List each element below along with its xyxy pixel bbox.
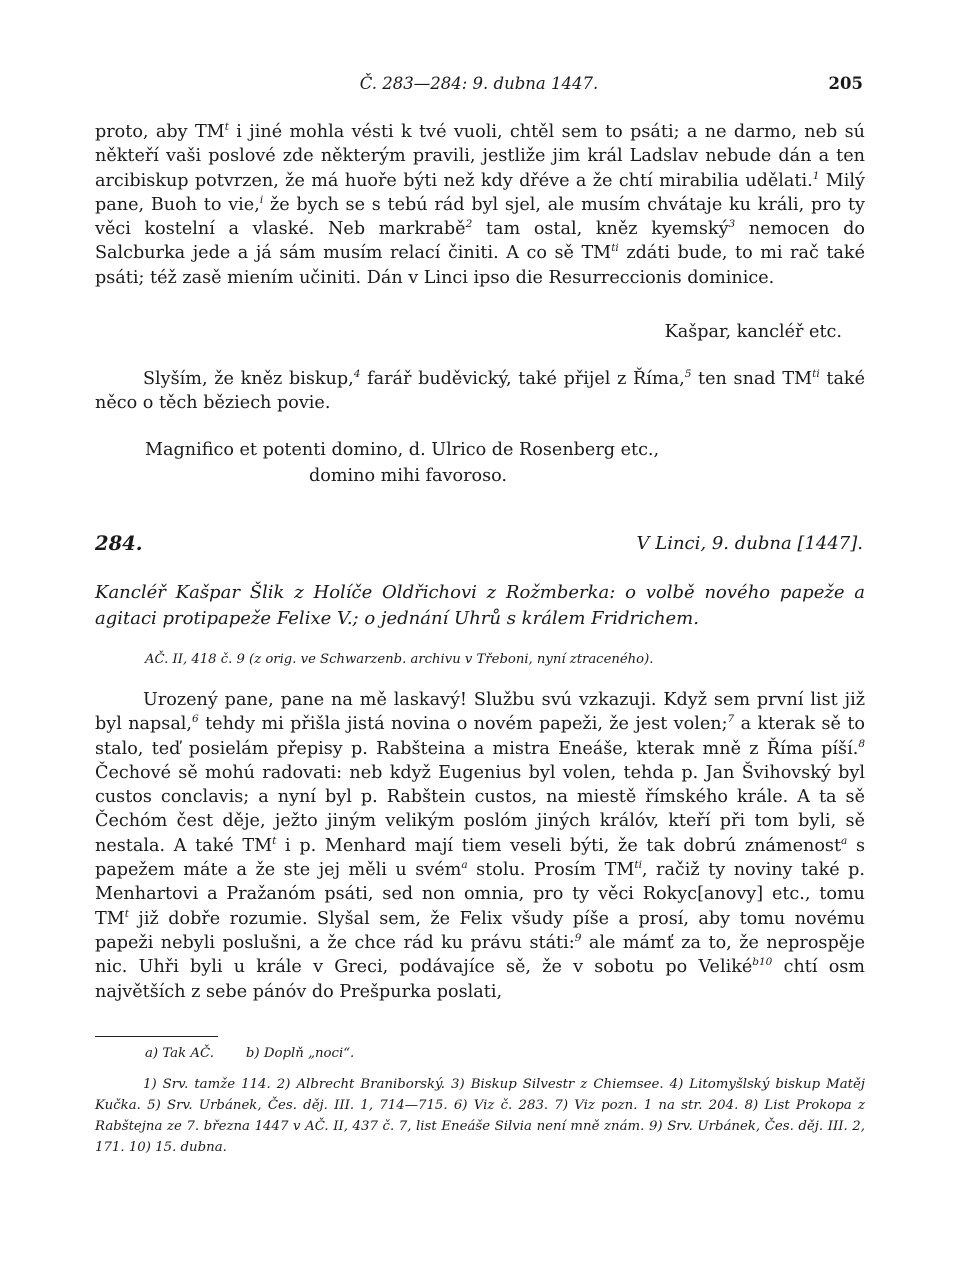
footnote-marker: 9 bbox=[574, 932, 582, 945]
text-run: proto, aby TM bbox=[95, 122, 225, 142]
letter-283-paragraph-1 bbox=[95, 120, 865, 290]
address-line-2: domino mihi favoroso. bbox=[309, 466, 507, 486]
footnote-marker: ti bbox=[634, 859, 642, 872]
footnote-marker: a bbox=[461, 859, 468, 872]
document-source-note: AČ. II, 418 č. 9 (z orig. ve Schwarzenb. archivu v Třeboni, nyní ztraceného). bbox=[145, 652, 654, 667]
letter-284-body bbox=[95, 688, 865, 1004]
critical-note-a: a) Tak AČ. bbox=[145, 1046, 214, 1061]
document-regest: Kancléř Kašpar Šlik z Holíče Oldřichovi z Rožmberka: o volbě nového papeže a agitaci protipapeže Felixe V.; o jednání Uhrů s králem Fridrichem. bbox=[95, 582, 865, 629]
text-run: a kterak sě to stalo, teď posielám přepisy p. Rabšteina a mistra Eneáše, kterak mně z Říma píší. bbox=[95, 714, 865, 759]
footnote-marker: 7 bbox=[727, 713, 735, 726]
document-number: 284. bbox=[95, 532, 143, 555]
footnote-marker: 2 bbox=[465, 218, 473, 231]
text-run: Milý pane, Buoh to vie, bbox=[95, 170, 865, 215]
running-head-title: Č. 283—284: 9. dubna 1447. bbox=[359, 74, 599, 93]
footnote-separator bbox=[95, 1036, 218, 1037]
text-run: i jiné mohla vésti k tvé vuoli, chtěl sem to psáti; a ne darmo, neb sú někteří vaši poslové zde některým pravili, jestliže jim král Ladslav nebude dán a ten arcibiskup potvrzen, že má huoře býti než kdy dřéve a že chtí mirabilia udělati. bbox=[95, 122, 865, 191]
text-run: ale mámť za to, že neprospěje nic. Uhři byli u krále v Greci, podávajíce sě, že v sobotu po Veliké bbox=[95, 932, 865, 978]
text-run: i p. Menhard mají tiem veseli býti, že tak dobrú známenost bbox=[276, 835, 842, 856]
footnote-marker: 6 bbox=[192, 713, 199, 726]
text-run: stolu. Prosím TM bbox=[467, 860, 635, 881]
document-place-date: V Linci, 9. dubna [1447]. bbox=[636, 533, 863, 554]
letter-283-address bbox=[145, 437, 659, 489]
footnote-marker: 4 bbox=[353, 368, 361, 381]
text-run: tehdy mi přišla jistá novina o novém papeži, že jest volen; bbox=[198, 714, 728, 735]
text-run: chtí osm najvětších z sebe pánóv do Prešpurka poslati, bbox=[95, 957, 865, 1002]
running-head bbox=[95, 74, 863, 98]
text-run: nemocen do Salcburka jede a já sám musím relací činiti. A co sě TM bbox=[95, 219, 865, 264]
text-run: tam ostal, kněz kyemský bbox=[472, 219, 729, 240]
footnote-marker: t bbox=[224, 121, 229, 134]
address-line-1: Magnifico et potenti domino, d. Ulrico de Rosenberg etc., bbox=[145, 440, 660, 460]
footnote-marker: 3 bbox=[728, 218, 736, 231]
text-run: také něco o těch běziech povie. bbox=[95, 369, 866, 414]
footnote-marker: 5 bbox=[684, 368, 692, 381]
text-run: zdáti bude, to mi rač také psáti; též zasě miením učiniti. Dán v Linci ipso die Resurreccionis dominice. bbox=[95, 243, 865, 288]
footnotes: 1) Srv. tamže 114. 2) Albrecht Braniborský. 3) Biskup Silvestr z Chiemsee. 4) Litomyšlský biskup Matěj Kučka. 5) Srv. Urbánek, Čes. děj. III. 1, 714—715. 6) Viz č. 283. 7) Viz pozn. 1 na str. 204. 8) List Prokopa z Rabštejna ze 7. března 1447 v AČ. II, 437 č. 7, list Eneáše Silvia není mně znám. 9) Srv. Urbánek, Čes. děj. III. 2, 171. 10) 15. dubna. bbox=[95, 1077, 865, 1155]
text-run: s papežem máte a že ste jej měli u svém bbox=[95, 835, 865, 881]
footnote-marker: t bbox=[272, 834, 277, 847]
footnote-marker: ti bbox=[812, 368, 820, 381]
critical-note-b: b) Doplň „noci“. bbox=[245, 1046, 355, 1061]
footnote-marker: t bbox=[124, 907, 129, 920]
letter-283-signature: Kašpar, kancléř etc. bbox=[664, 322, 842, 342]
letter-283-postscript bbox=[95, 367, 865, 416]
text-run: že bych se s tebú rád byl sjel, ale musím chvátaje ku králi, pro ty věci kostelní a vlaské. Neb markrabě bbox=[95, 194, 865, 240]
footnote-marker: 1 bbox=[812, 169, 820, 182]
critical-apparatus bbox=[145, 1046, 354, 1061]
text-run: , račiž ty noviny také p. Menhartovi a Pražanóm psáti, sed non omnia, pro ty věci Rokyc[anovy] etc., tomu TM bbox=[95, 860, 866, 929]
page-number: 205 bbox=[828, 74, 863, 93]
footnote-marker: ti bbox=[611, 242, 619, 255]
text-run: Urozený pane, pane na mě laskavý! Službu svú vzkazuji. Když sem první list již byl napsal, bbox=[95, 690, 865, 735]
text-run: farář buděvický, také přijel z Říma, bbox=[360, 369, 685, 389]
footnote-marker: b10 bbox=[752, 956, 773, 969]
footnote-marker: i bbox=[259, 194, 264, 207]
text-run: Čechové sě mohú radovati: neb když Eugenius byl volen, tehda p. Jan Švihovský byl custos conclavis; a nyní byl p. Rabštein custos, na miestě římského krále. A ta sě Čechóm čest děje, ježto jiným velikým poslóm jiných králóv, kteří při tom byli, sě nestala. A také TM bbox=[95, 762, 865, 856]
text-run: ten snad TM bbox=[691, 369, 813, 389]
text-run: Slyším, že kněz biskup, bbox=[143, 369, 354, 389]
footnote-marker: 8 bbox=[858, 737, 865, 750]
footnote-marker: a bbox=[841, 834, 848, 847]
text-run: již dobře rozumie. Slyšal sem, že Felix všudy píše a prosí, aby tomu novému papeži nebyli poslušni, a že chce rád ku právu státi: bbox=[95, 908, 865, 953]
